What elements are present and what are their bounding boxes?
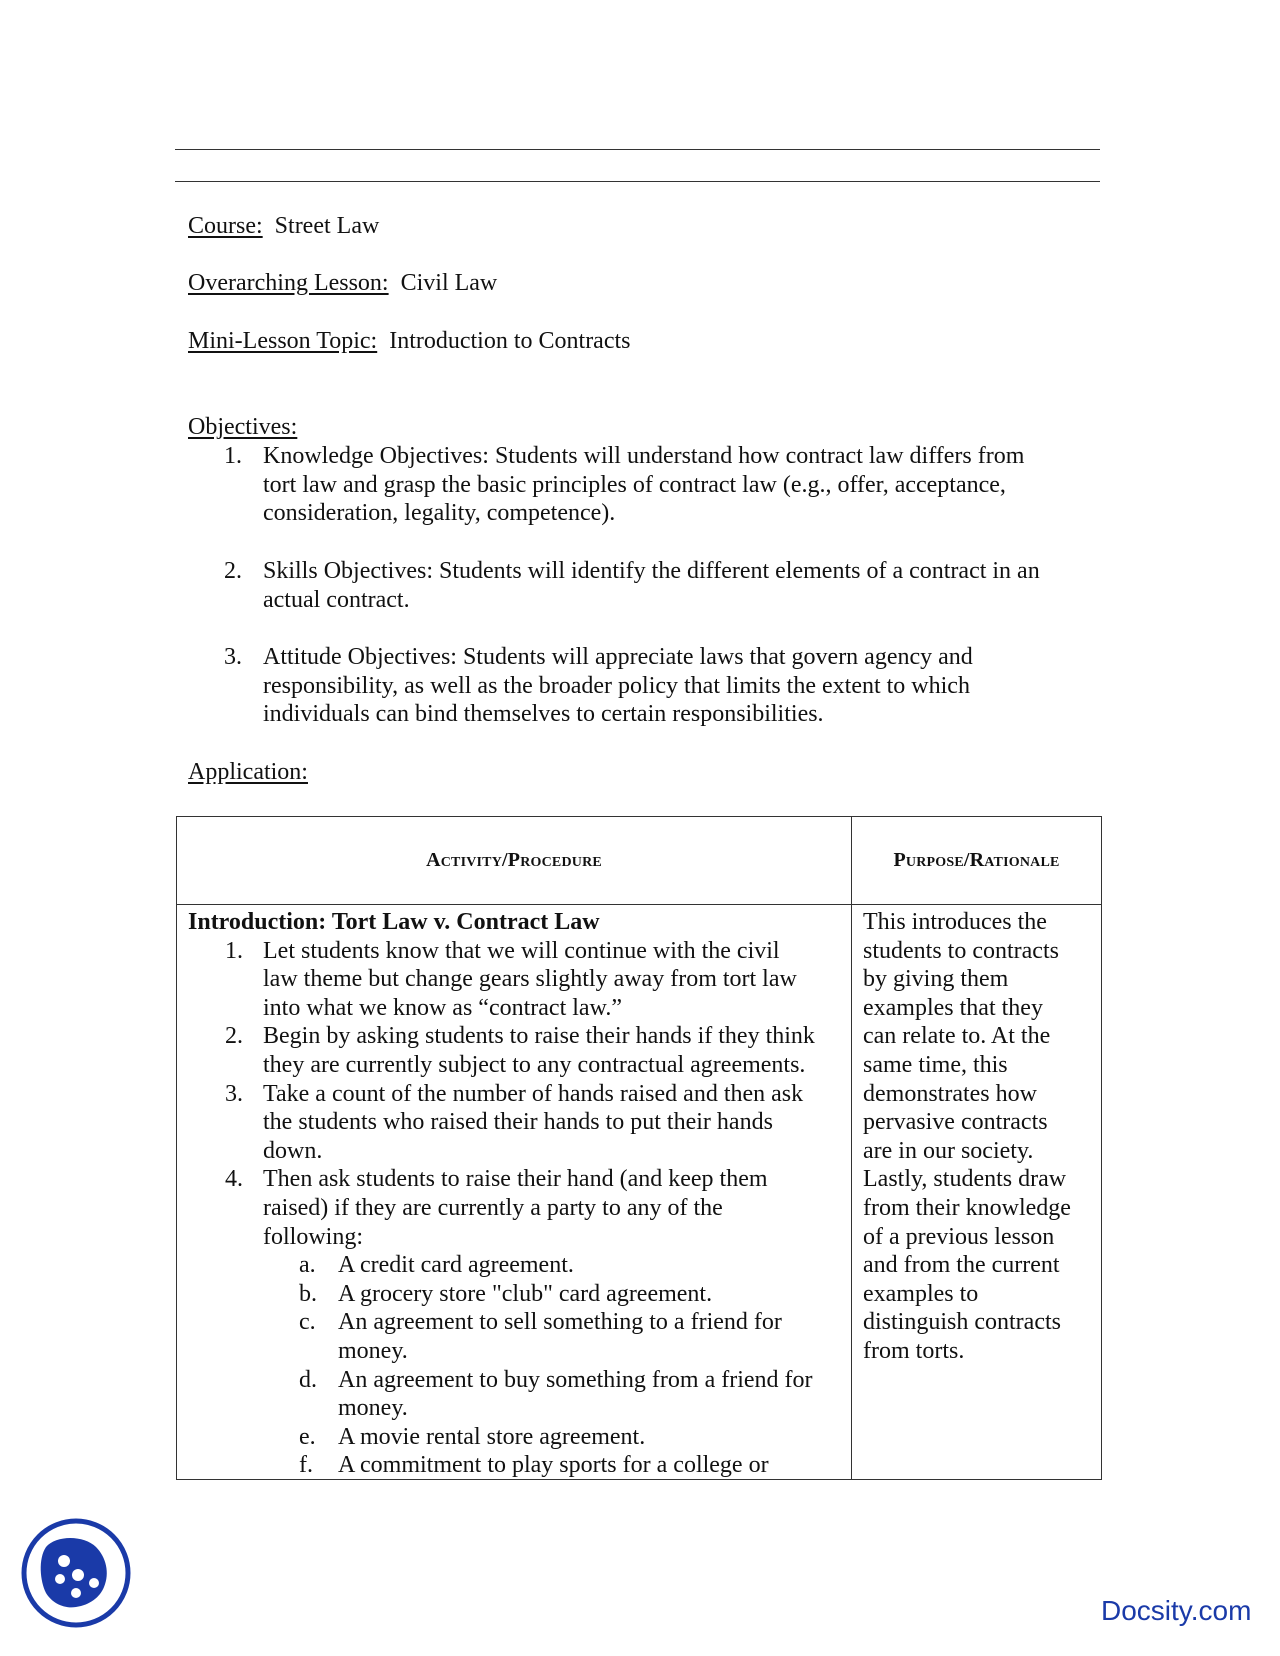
- step-number: 2.: [225, 1023, 243, 1050]
- purpose-line: by giving them: [863, 966, 1009, 993]
- top-rule-2: [175, 181, 1100, 182]
- purpose-line: from torts.: [863, 1337, 965, 1364]
- sub-item-line: money.: [338, 1395, 408, 1422]
- objective-line: tort law and grasp the basic principles of contract law (e.g., offer, acceptance,: [263, 471, 1006, 498]
- purpose-cell: [852, 905, 1102, 1480]
- objectives-heading: Objectives:: [188, 414, 298, 440]
- sub-item-line: money.: [338, 1337, 408, 1364]
- sub-item-line: A movie rental store agreement.: [338, 1423, 646, 1450]
- topic-label: Mini-Lesson Topic:: [188, 328, 378, 354]
- step-line: following:: [263, 1223, 363, 1250]
- objective-number: 1.: [224, 443, 242, 469]
- table-row: [177, 905, 1102, 1480]
- docsity-brand-link[interactable]: Docsity.com: [1101, 1595, 1252, 1626]
- sub-item-line: A credit card agreement.: [338, 1252, 574, 1279]
- purpose-line: demonstrates how: [863, 1080, 1037, 1107]
- step-line: they are currently subject to any contractual agreements.: [263, 1051, 806, 1078]
- objective-number: 3.: [224, 644, 242, 670]
- course-value: Street Law: [274, 213, 380, 239]
- course-label: Course:: [188, 213, 263, 239]
- step-line: into what we know as “contract law.”: [263, 994, 622, 1021]
- intro-title: Introduction: Tort Law v. Contract Law: [188, 909, 600, 935]
- step-number: 1.: [225, 937, 243, 964]
- step-line: raised) if they are currently a party to any of the: [263, 1194, 723, 1221]
- purpose-line: are in our society.: [863, 1137, 1034, 1164]
- purpose-line: Lastly, students draw: [863, 1166, 1067, 1193]
- sub-item-letter: a.: [299, 1252, 316, 1279]
- objective-line: consideration, legality, competence).: [263, 500, 616, 527]
- step-line: Let students know that we will continue with the civil: [263, 937, 780, 964]
- step-line: down.: [263, 1137, 323, 1164]
- purpose-line: distinguish contracts: [863, 1309, 1061, 1336]
- application-table: [176, 816, 1102, 1480]
- sub-item-letter: d.: [299, 1366, 317, 1393]
- purpose-line: students to contracts: [863, 937, 1059, 964]
- sub-item-letter: e.: [299, 1423, 316, 1450]
- objective-line: Attitude Objectives: Students will appreciate laws that govern agency and: [263, 644, 973, 670]
- step-line: Take a count of the number of hands raised and then ask: [263, 1080, 804, 1107]
- objective-line: Knowledge Objectives: Students will understand how contract law differs from: [263, 443, 1025, 469]
- purpose-line: This introduces the: [863, 909, 1047, 935]
- sub-item-line: A grocery store "club" card agreement.: [338, 1280, 713, 1307]
- objective-number: 2.: [224, 558, 242, 584]
- purpose-line: same time, this: [863, 1051, 1008, 1078]
- purpose-line: can relate to. At the: [863, 1023, 1051, 1050]
- objective-line: individuals can bind themselves to certain responsibilities.: [263, 701, 824, 728]
- sub-item-letter: c.: [299, 1309, 316, 1336]
- purpose-rationale-header: Purpose/Rationale: [852, 817, 1102, 905]
- sub-item-line: A commitment to play sports for a college or: [338, 1452, 769, 1479]
- step-line: Begin by asking students to raise their hands if they think: [263, 1023, 815, 1050]
- topic-line: [188, 327, 631, 356]
- step-number: 3.: [225, 1080, 243, 1107]
- purpose-text: [863, 908, 1071, 1366]
- lesson-line: [188, 269, 497, 298]
- application-heading: Application:: [188, 759, 308, 785]
- activity-procedure-header: Activity/Procedure: [177, 817, 852, 905]
- purpose-line: examples to: [863, 1280, 979, 1307]
- lesson-label: Overarching Lesson:: [188, 270, 389, 296]
- activity-cell: [177, 905, 852, 1480]
- objective-line: responsibility, as well as the broader policy that limits the extent to which: [263, 672, 970, 699]
- step-line: the students who raised their hands to put their hands: [263, 1109, 773, 1136]
- step-number: 4.: [225, 1166, 243, 1193]
- docsity-logo-icon[interactable]: [20, 1517, 132, 1629]
- sub-item-line: An agreement to buy something from a friend for: [338, 1366, 813, 1393]
- course-line: [188, 212, 379, 241]
- sub-item-line: An agreement to sell something to a friend for: [338, 1309, 782, 1336]
- purpose-line: and from the current: [863, 1252, 1060, 1279]
- lesson-value: Civil Law: [400, 270, 498, 296]
- table-header-row: [177, 817, 1102, 905]
- purpose-line: pervasive contracts: [863, 1109, 1048, 1136]
- sub-item-letter: f.: [299, 1452, 313, 1479]
- objective-line: Skills Objectives: Students will identify the different elements of a contract in an: [263, 558, 1040, 584]
- purpose-line: from their knowledge: [863, 1194, 1071, 1221]
- topic-value: Introduction to Contracts: [389, 328, 631, 354]
- sub-item-letter: b.: [299, 1280, 317, 1307]
- objective-line: actual contract.: [263, 586, 410, 613]
- purpose-line: examples that they: [863, 994, 1043, 1021]
- purpose-line: of a previous lesson: [863, 1223, 1055, 1250]
- top-rule-1: [175, 149, 1100, 150]
- step-line: Then ask students to raise their hand (and keep them: [263, 1166, 768, 1193]
- step-line: law theme but change gears slightly away from tort law: [263, 966, 797, 993]
